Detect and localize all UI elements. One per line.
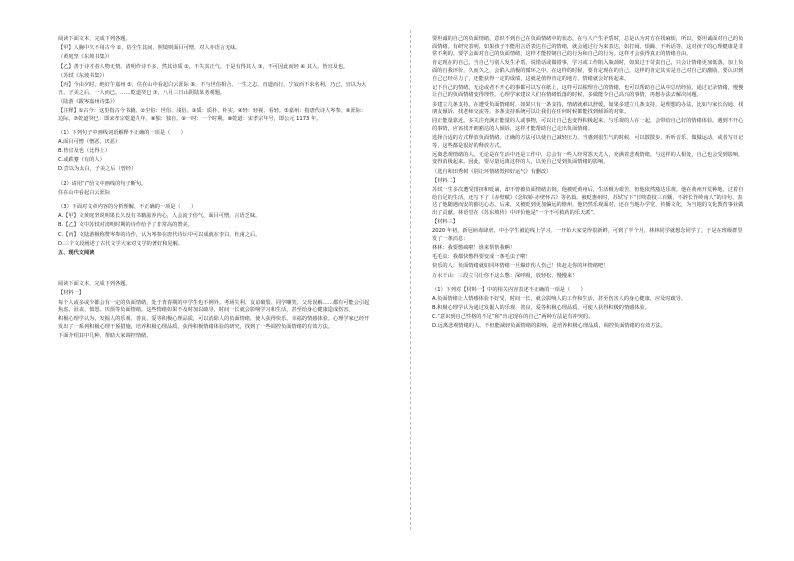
- question-3-option-a: A.【甲】文黄庭坚说明果长久没有书籍滋养内心，人会流于俗气，面目可憎，言语乏味。: [58, 213, 261, 220]
- question-mod-1-option-d: D.远离悲观情绪的人，不但能减轻负面情绪的影响，是培养积极心理品质，调控负面情绪的有效方法。: [432, 323, 666, 330]
- question-2-text: 住在山中看起白云涯际: [58, 189, 110, 196]
- question-1-option-a: A.面目可憎（憎恶，厌恶）: [58, 138, 121, 145]
- question-mod-1-option-b: B.积极心理学认为通过发掘人的乐观、善良、爱等积极心理品质，可使人获得积极的情感体验。: [432, 305, 650, 312]
- question-1-option-b: B.皆宜及也（比得上）: [58, 148, 110, 155]
- passage-bing-source: （陆游《跋岑嘉州诗集》）: [58, 98, 118, 105]
- chat-message-linlin: 林林：我要憋疯啦！谁来帮帮我啊！: [432, 244, 516, 251]
- passage-jia: 【甲】人胸中久不用古今 ①，俗尘生其间，照镜则面目可憎，对人亦语言无味。: [58, 45, 241, 52]
- material-1-paragraph-6: 记下自己的情绪。无论或者不开心的事都可以写在纸上，这样可以梳理自己的情绪，也可以帮助自己从中总结经验。通过记录情绪，慢慢让自己的负面情绪变得理性。心理学家建议人们在情绪低落的时候，多做能令自己高兴的事情，再想办法去解决问题。: [432, 84, 744, 99]
- question-mod-1-option-a: A.负面情绪让人情感体验不好受，时间一长，就会影响人的工作和生活，甚至伤害人的身心健康，应及时疏导。: [432, 295, 687, 302]
- question-3-option-c: C.【丙】文陆游极称赞岑参的诗作，认为岑参在唐代诗坛中可以成就在李白、杜甫之后。: [58, 231, 261, 238]
- left-column: [58, 36, 370, 342]
- question-2: （2）请用“/”给文中画线的句子断句。: [58, 180, 147, 187]
- material-1-paragraph-1: 每个人或多或少都会有一定的负面情绪，处于青春期的中学生也不例外。考场失利、友谊破裂、同学嘲笑、父母误解……都有可能会引起焦虑、沮丧、愤怒、厌烦等负面情绪。这些情绪如果不及时加以疏导，时间一长就会影响学习和生活，甚至给身心健康造成伤害。: [58, 299, 370, 314]
- passage-jia-source: （黄庭坚《东坡书集》）: [58, 54, 113, 61]
- material-1-heading: 【材料一】: [58, 290, 84, 297]
- chat-message-happy-person: 快乐的人：负面情绪就如同坏情绪一旦爆炸伤人伤己！快赶走你的坏情绪吧！: [432, 263, 609, 270]
- material-1-paragraph-4: 要坦诚的自己的负面情绪。意识不到自己在负面情绪中的状态，在与人产生矛盾时，总是认为对方在找麻烦，所以，要坦诚面对自己的负面情绪。有研究表明，如果孩子不能用言语表达自己的情绪，就会通过行为来表达，如打闹、烦躁、不听话等，这对孩子的心理健康是非常不利的。要学会面对自己的负面情绪，这样才能控制自己的行为和自己的行为，这样才会获得真正的情绪自由。: [432, 36, 744, 58]
- material-1-source: （选自和田秀树《别让坏情绪毁掉好运气》有删改）: [432, 168, 552, 175]
- section-heading-5: 五、现代文阅读: [58, 249, 95, 256]
- chat-message-wanshui: 万水千山：三段立马让你不这么憋：深呼吸，放轻松，慢慢来！: [432, 272, 578, 279]
- chat-message-maomaochong: 毛毛虫：我都快憋得要变成一条毛虫子啦！: [432, 254, 531, 261]
- question-3-option-d: D.三个文段阐述了古代文学大家对文学的著好和见解。: [58, 240, 183, 247]
- annotation-notes: 【注释】①古今：这里指古今书籍。②尘俗：世俗、浅俗。③质：质朴、朴实。④轻：轻视、看轻。⑤嘉州：指唐代诗人岑参。⑥涯际：边际。⑦乾道癸巳：即宋孝宗乾道九年。⑧独：独自。⑨一时：一个时期。⑩乾道：宋孝宗年号，即公元 1173 年。: [58, 107, 367, 122]
- material-1-paragraph-9: 选择合适的方式释放负面情绪。正确的方法可以使自己减轻压力。当感到很生气的时候，可以散散步、听听音乐、做做运动，或者写日记等，这些都是很好的释放方式。: [432, 135, 744, 149]
- passage-yi-source: （苏轼《东坡书集》）: [58, 72, 108, 79]
- question-mod-1: （1）下列对【材料一】中的相关内容表述不正确的一项是（ ）: [432, 286, 586, 293]
- question-1-option-d: D.尝以为太白，子美之后（曾经）: [58, 166, 137, 173]
- material-1-paragraph-5: 肯定现在的自己。当自己与别人发生矛盾，说错话或做错事，学习或工作陷入瓶颈时，如果过于苛责自己，只会让情绪更加低落。加上负面的自我评价，久而久之，会陷入消极的循环之中。在这样的时候，要肯定现在的自己，这样的肯定其实是自己对自己的激励，要认识到自己已经尽力了，还能获得一定的成绩，这就是值得肯定的地方，情绪就会好转起来。: [432, 60, 744, 82]
- material-3-heading: 【材料三】: [432, 219, 458, 225]
- material-1-paragraph-7: 多建立几条支持。在遭受负面情绪时，如果只有一条支持，情绪就难以舒缓。如果多建立几条支持，是理想的办法，比如与家长沟通、找朋友倾诉、找老师交流等。多条支持系统可以让我们在任何时候都能找到倾诉的对象。: [432, 101, 744, 116]
- question-3-option-b: B.【乙】文中苏轼对清明时期的诗作给予了非常高的赞美。: [58, 222, 193, 229]
- question-3: （3）下面对文章内容的分析理解，不正确的一项是（ ）: [58, 204, 197, 210]
- passage-bing: 【丙】今由夕时，绝好午嘉州 ⑤，住在山中看起白云涯际 ⑥，不与世俗相合，一生之志。直道而行，宁寂而不求名利，乃已，宜以为大丑，子美之后，一人而已。……乾道癸巳 ⑦，八月三日山阴陆某务观题。: [58, 81, 367, 96]
- reading-intro: 阅读下面文本，完成下列各题。: [58, 36, 131, 42]
- question-1-option-c: C.或跌蹇（有的人）: [58, 157, 105, 164]
- question-1: （1）下列句子中画线词语解释不正确的一项是（ ）: [58, 129, 186, 136]
- right-column: [432, 36, 744, 333]
- passage-yi: 【乙】善于诗才者人物无情。清明作诗不多，然其诗质 ②，不失其正气。于是有得其人 ③，不可因此而轻 ④ 其人，皆宜及也。: [58, 63, 349, 70]
- reading-intro-2: 阅读下面文本，完成下列各题。: [58, 281, 131, 288]
- material-2-paragraph-1: 苏轼一生多次遭受排挤和贬谪，却不曾被负面情绪击倒。他被贬黄州后，生活极为艰苦，但他依然豁达乐观。他在黄州开荒种地，过着自给自足的生活，还写下了《赤壁赋》《念奴娇·赤壁怀古》等名篇。被贬惠州时，苏轼写下“日啖荔枝三百颗，不辞长作岭南人”的诗句，表达了他随遇而安的豁达心态。后来，又被贬到更加偏远的儋州，他仍然乐观面对，还在当地办学堂、传播文化，为当地的文化教育事业做出了贡献。林语堂在《苏东坡传》中评价他是“一个不可救药的乐天派”。: [432, 187, 744, 216]
- column-divider: [410, 30, 411, 530]
- question-mod-1-option-c: C.“意识到自己性格的不足”和“肯定现在的自己”两种方法是有冲突的。: [432, 314, 594, 321]
- material-1-paragraph-8: 同正能量靠近。多关注充满正能量的人或事物，可以让自己也变得积极起来，与乐观的人在一起，会带给自己好的情绪体验。遇到不开心的事情，应该找开朗豁达的人倾诉，这样才能帮助自己走出负面情绪。: [432, 118, 744, 132]
- material-3-paragraph-1: 2020 年初，新冠病毒肆虐，中小学生被迫线上学习。一开始大家觉得很新鲜，可到了半个月，林林同学就想念同学了，于是在班级群里发了一条消息：: [432, 228, 743, 242]
- material-2-heading: 【材料二】: [432, 177, 458, 184]
- material-1-paragraph-3: 下面介绍其中几种，帮助大家调控情绪。: [58, 333, 152, 340]
- material-1-paragraph-10: 远离悲观情绪的人。无论是在生活中还是工作中，总会有一些人经常怨天尤人，充满着悲观情绪。与这样的人相处，自己也会受到影响，变得消极起来。因此，要尽量远离这样的人，以免自己受到负面情绪的影响。: [432, 151, 744, 166]
- material-1-paragraph-2: 积极心理学认为，发掘人的乐观、善良、爱等积极心理品质，可以消除人的负面情绪，使人获得快乐、幸福的情感体验。心理学家已经开发出了一系列积极心理干预措施，培养积极心理品质，获得积极情绪体验的研究，找到了一些调控负面情绪的有效方法。: [58, 316, 370, 330]
